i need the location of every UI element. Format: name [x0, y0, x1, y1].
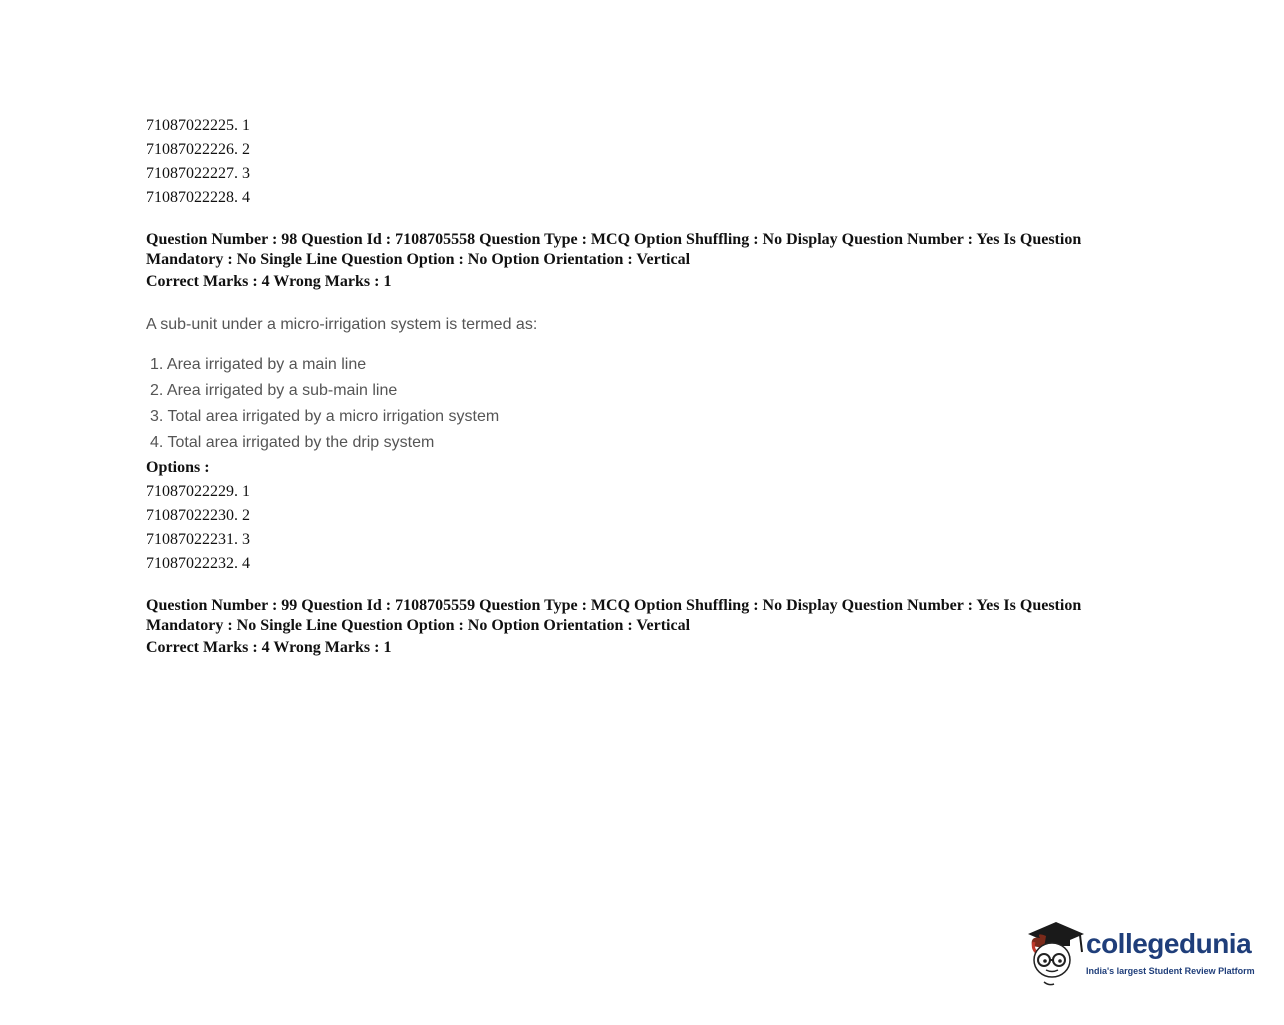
question-98 — [146, 230, 1146, 576]
logo-tagline: India's largest Student Review Platform — [1086, 966, 1255, 976]
choice-item: 2. Area irrigated by a sub-main line — [150, 382, 398, 399]
option-id-line: 71087022225. 1 — [146, 117, 250, 134]
previous-options — [146, 114, 1146, 210]
choice-item: 4. Total area irrigated by the drip system — [150, 434, 435, 451]
question-marks: Correct Marks : 4 Wrong Marks : 1 — [146, 639, 392, 656]
document-page — [146, 114, 1146, 660]
question-text: A sub-unit under a micro-irrigation system is termed as: — [146, 316, 538, 333]
option-id-line: 71087022227. 3 — [146, 165, 250, 182]
option-id-line: 71087022231. 3 — [146, 531, 250, 548]
mascot-icon — [1022, 918, 1086, 988]
question-99 — [146, 596, 1146, 660]
question-choices — [146, 352, 1146, 456]
option-id-line: 71087022229. 1 — [146, 483, 250, 500]
option-id-line: 71087022228. 4 — [146, 189, 250, 206]
options-label: Options : — [146, 459, 210, 476]
choice-item: 1. Area irrigated by a main line — [150, 356, 367, 373]
logo-wordmark: collegedunia — [1086, 928, 1252, 959]
question-meta: Question Number : 98 Question Id : 7108705558 Question Type : MCQ Option Shuffling : No Display Question Number : Yes Is Question Mandatory : No Single Line Question Option : No Option Orientation : Vertical — [146, 231, 1082, 268]
option-id-line: 71087022232. 4 — [146, 555, 250, 572]
choice-item: 3. Total area irrigated by a micro irrigation system — [150, 408, 500, 425]
question-meta: Question Number : 99 Question Id : 7108705559 Question Type : MCQ Option Shuffling : No Display Question Number : Yes Is Question Mandatory : No Single Line Question Option : No Option Orientation : Vertical — [146, 597, 1082, 634]
option-id-line: 71087022226. 2 — [146, 141, 250, 158]
option-id-line: 71087022230. 2 — [146, 507, 250, 524]
collegedunia-logo — [1022, 918, 1262, 988]
question-marks: Correct Marks : 4 Wrong Marks : 1 — [146, 273, 392, 290]
